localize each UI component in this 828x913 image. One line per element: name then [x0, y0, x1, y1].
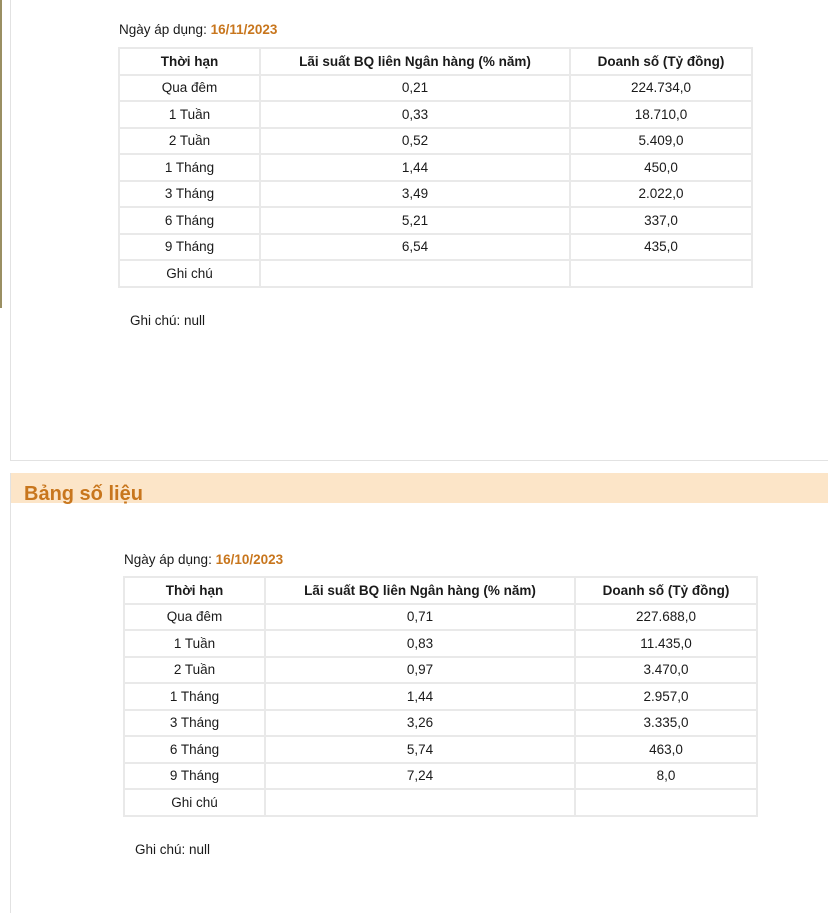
table-header-row [119, 48, 752, 75]
header-term: Thời hạn [119, 48, 260, 75]
volume-cell: 11.435,0 [575, 630, 757, 657]
table-row [119, 181, 752, 208]
rate-cell: 0,97 [265, 657, 575, 684]
volume-cell: 463,0 [575, 736, 757, 763]
rate-cell: 0,52 [260, 128, 570, 155]
rate-cell: 5,21 [260, 207, 570, 234]
table-row-note [124, 789, 757, 816]
rate-cell: 7,24 [265, 763, 575, 790]
rate-cell: 3,49 [260, 181, 570, 208]
volume-cell: 227.688,0 [575, 604, 757, 631]
term-cell: Ghi chú [124, 789, 265, 816]
section-title: Bảng số liệu [24, 483, 143, 505]
volume-cell: 450,0 [570, 154, 752, 181]
table-row [124, 604, 757, 631]
volume-cell: 8,0 [575, 763, 757, 790]
term-cell: 2 Tuần [119, 128, 260, 155]
rate-cell: 1,44 [260, 154, 570, 181]
term-cell: Qua đêm [119, 75, 260, 102]
note-text: Ghi chú: null [130, 313, 206, 328]
rate-cell: 0,33 [260, 101, 570, 128]
table-row [124, 630, 757, 657]
term-cell: 2 Tuần [124, 657, 265, 684]
applied-date-label: Ngày áp dụng: [119, 22, 207, 37]
term-cell: Qua đêm [124, 604, 265, 631]
volume-cell: 18.710,0 [570, 101, 752, 128]
term-cell: 1 Tháng [124, 683, 265, 710]
table-row [124, 710, 757, 737]
rate-cell: 0,21 [260, 75, 570, 102]
rate-cell: 1,44 [265, 683, 575, 710]
term-cell: 1 Tuần [119, 101, 260, 128]
volume-cell: 2.957,0 [575, 683, 757, 710]
header-term: Thời hạn [124, 577, 265, 604]
table-row [124, 683, 757, 710]
rate-cell: 3,26 [265, 710, 575, 737]
volume-cell [570, 260, 752, 287]
rate-cell: 5,74 [265, 736, 575, 763]
table-header-row [124, 577, 757, 604]
left-edge-bar [0, 0, 2, 308]
applied-date-value: 16/11/2023 [210, 22, 278, 37]
volume-cell [575, 789, 757, 816]
applied-date-line [124, 552, 283, 567]
term-cell: 3 Tháng [119, 181, 260, 208]
applied-date-value: 16/10/2023 [215, 552, 284, 567]
term-cell: 1 Tuần [124, 630, 265, 657]
term-cell: Ghi chú [119, 260, 260, 287]
section-header-bar [11, 473, 828, 503]
table-row [124, 657, 757, 684]
rate-cell [265, 789, 575, 816]
header-rate: Lãi suất BQ liên Ngân hàng (% năm) [260, 48, 570, 75]
rate-cell [260, 260, 570, 287]
volume-cell: 435,0 [570, 234, 752, 261]
table-row [119, 234, 752, 261]
applied-date-line [119, 22, 277, 37]
rate-cell: 0,83 [265, 630, 575, 657]
table-row [119, 101, 752, 128]
table-row [119, 207, 752, 234]
volume-cell: 5.409,0 [570, 128, 752, 155]
table-row [119, 154, 752, 181]
term-cell: 3 Tháng [124, 710, 265, 737]
rate-cell: 0,71 [265, 604, 575, 631]
volume-cell: 3.470,0 [575, 657, 757, 684]
note-text: Ghi chú: null [135, 842, 211, 857]
volume-cell: 3.335,0 [575, 710, 757, 737]
volume-cell: 2.022,0 [570, 181, 752, 208]
term-cell: 6 Tháng [124, 736, 265, 763]
header-rate: Lãi suất BQ liên Ngân hàng (% năm) [265, 577, 575, 604]
volume-cell: 337,0 [570, 207, 752, 234]
table-row-note [119, 260, 752, 287]
term-cell: 9 Tháng [124, 763, 265, 790]
table-row [119, 75, 752, 102]
term-cell: 1 Tháng [119, 154, 260, 181]
table-row [119, 128, 752, 155]
applied-date-label: Ngày áp dụng: [124, 552, 212, 567]
rate-cell: 6,54 [260, 234, 570, 261]
volume-cell: 224.734,0 [570, 75, 752, 102]
term-cell: 6 Tháng [119, 207, 260, 234]
header-volume: Doanh số (Tỷ đồng) [575, 577, 757, 604]
table-row [124, 763, 757, 790]
interbank-rate-table [123, 576, 758, 817]
interbank-rate-table [118, 47, 753, 288]
term-cell: 9 Tháng [119, 234, 260, 261]
table-row [124, 736, 757, 763]
header-volume: Doanh số (Tỷ đồng) [570, 48, 752, 75]
